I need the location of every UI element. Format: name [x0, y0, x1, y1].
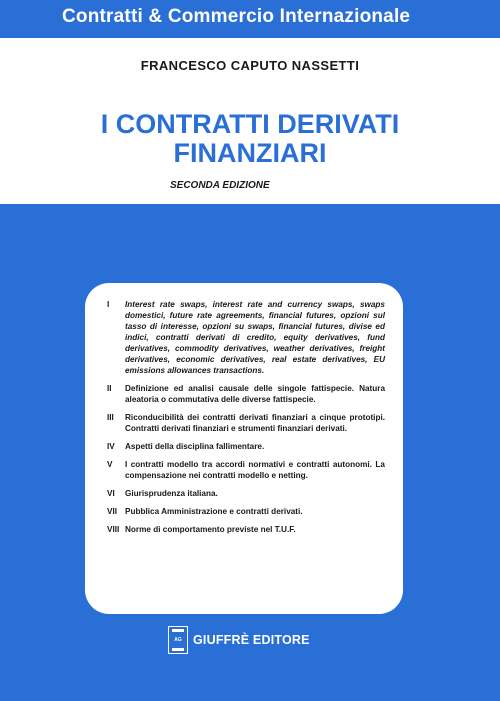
toc-item	[107, 441, 385, 452]
toc-number: VII	[107, 507, 118, 516]
logo-bar	[172, 648, 184, 651]
publisher	[168, 626, 310, 654]
toc-list	[107, 299, 385, 542]
toc-number: II	[107, 384, 112, 393]
book-title-line-1: I CONTRATTI DERIVATI	[100, 109, 400, 139]
toc-number: III	[107, 413, 114, 422]
toc-number: VIII	[107, 525, 120, 534]
toc-number: VI	[107, 489, 115, 498]
toc-number: V	[107, 460, 113, 469]
book-title-line-2: FINANZIARI	[173, 138, 327, 168]
logo-monogram: AG	[174, 637, 182, 643]
table-of-contents-card	[85, 283, 403, 614]
toc-item	[107, 299, 385, 376]
toc-text: Pubblica Amministrazione e contratti derivati.	[125, 507, 303, 516]
toc-item	[107, 524, 385, 535]
toc-item	[107, 459, 385, 481]
toc-text: Definizione ed analisi causale delle singole fattispecie. Natura aleatoria o commutativa delle diverse fattispecie.	[125, 384, 385, 404]
toc-number: IV	[107, 442, 115, 451]
toc-text: Norme di comportamento previste nel T.U.F.	[125, 525, 296, 534]
toc-text: Interest rate swaps, interest rate and currency swaps, swaps domestici, future rate agreements, financial futures, opzioni sul tasso di interesse, opzioni su swaps, financial futures, divise ed indici, contratti derivati di credito, equity derivatives, fund derivatives, commodity derivatives, weather derivatives, freight derivatives, economic derivatives, real estate derivatives, EU emissions allowances transactions.	[125, 300, 385, 375]
toc-item	[107, 412, 385, 434]
publisher-name: GIUFFRÈ EDITORE	[193, 633, 310, 647]
logo-bar	[172, 629, 184, 632]
toc-text: Aspetti della disciplina fallimentare.	[125, 442, 265, 451]
toc-item	[107, 506, 385, 517]
edition-label: SECONDA EDIZIONE	[170, 180, 270, 191]
toc-text: Giurisprudenza italiana.	[125, 489, 218, 498]
author-name: FRANCESCO CAPUTO NASSETTI	[140, 58, 360, 73]
title-panel	[0, 38, 500, 204]
toc-item	[107, 488, 385, 499]
toc-text: I contratti modello tra accordi normativi e contratti autonomi. La compensazione nei contratti modello e netting.	[125, 460, 385, 480]
toc-item	[107, 383, 385, 405]
toc-number: I	[107, 300, 110, 309]
book-title	[0, 110, 500, 168]
publisher-logo-icon	[168, 626, 188, 654]
series-title: Contratti & Commercio Internazionale	[62, 6, 411, 27]
series-band	[0, 0, 500, 38]
toc-text: Riconducibilità dei contratti derivati finanziari a cinque prototipi. Contratti derivati finanziari e strumenti finanziari derivati.	[125, 413, 385, 433]
